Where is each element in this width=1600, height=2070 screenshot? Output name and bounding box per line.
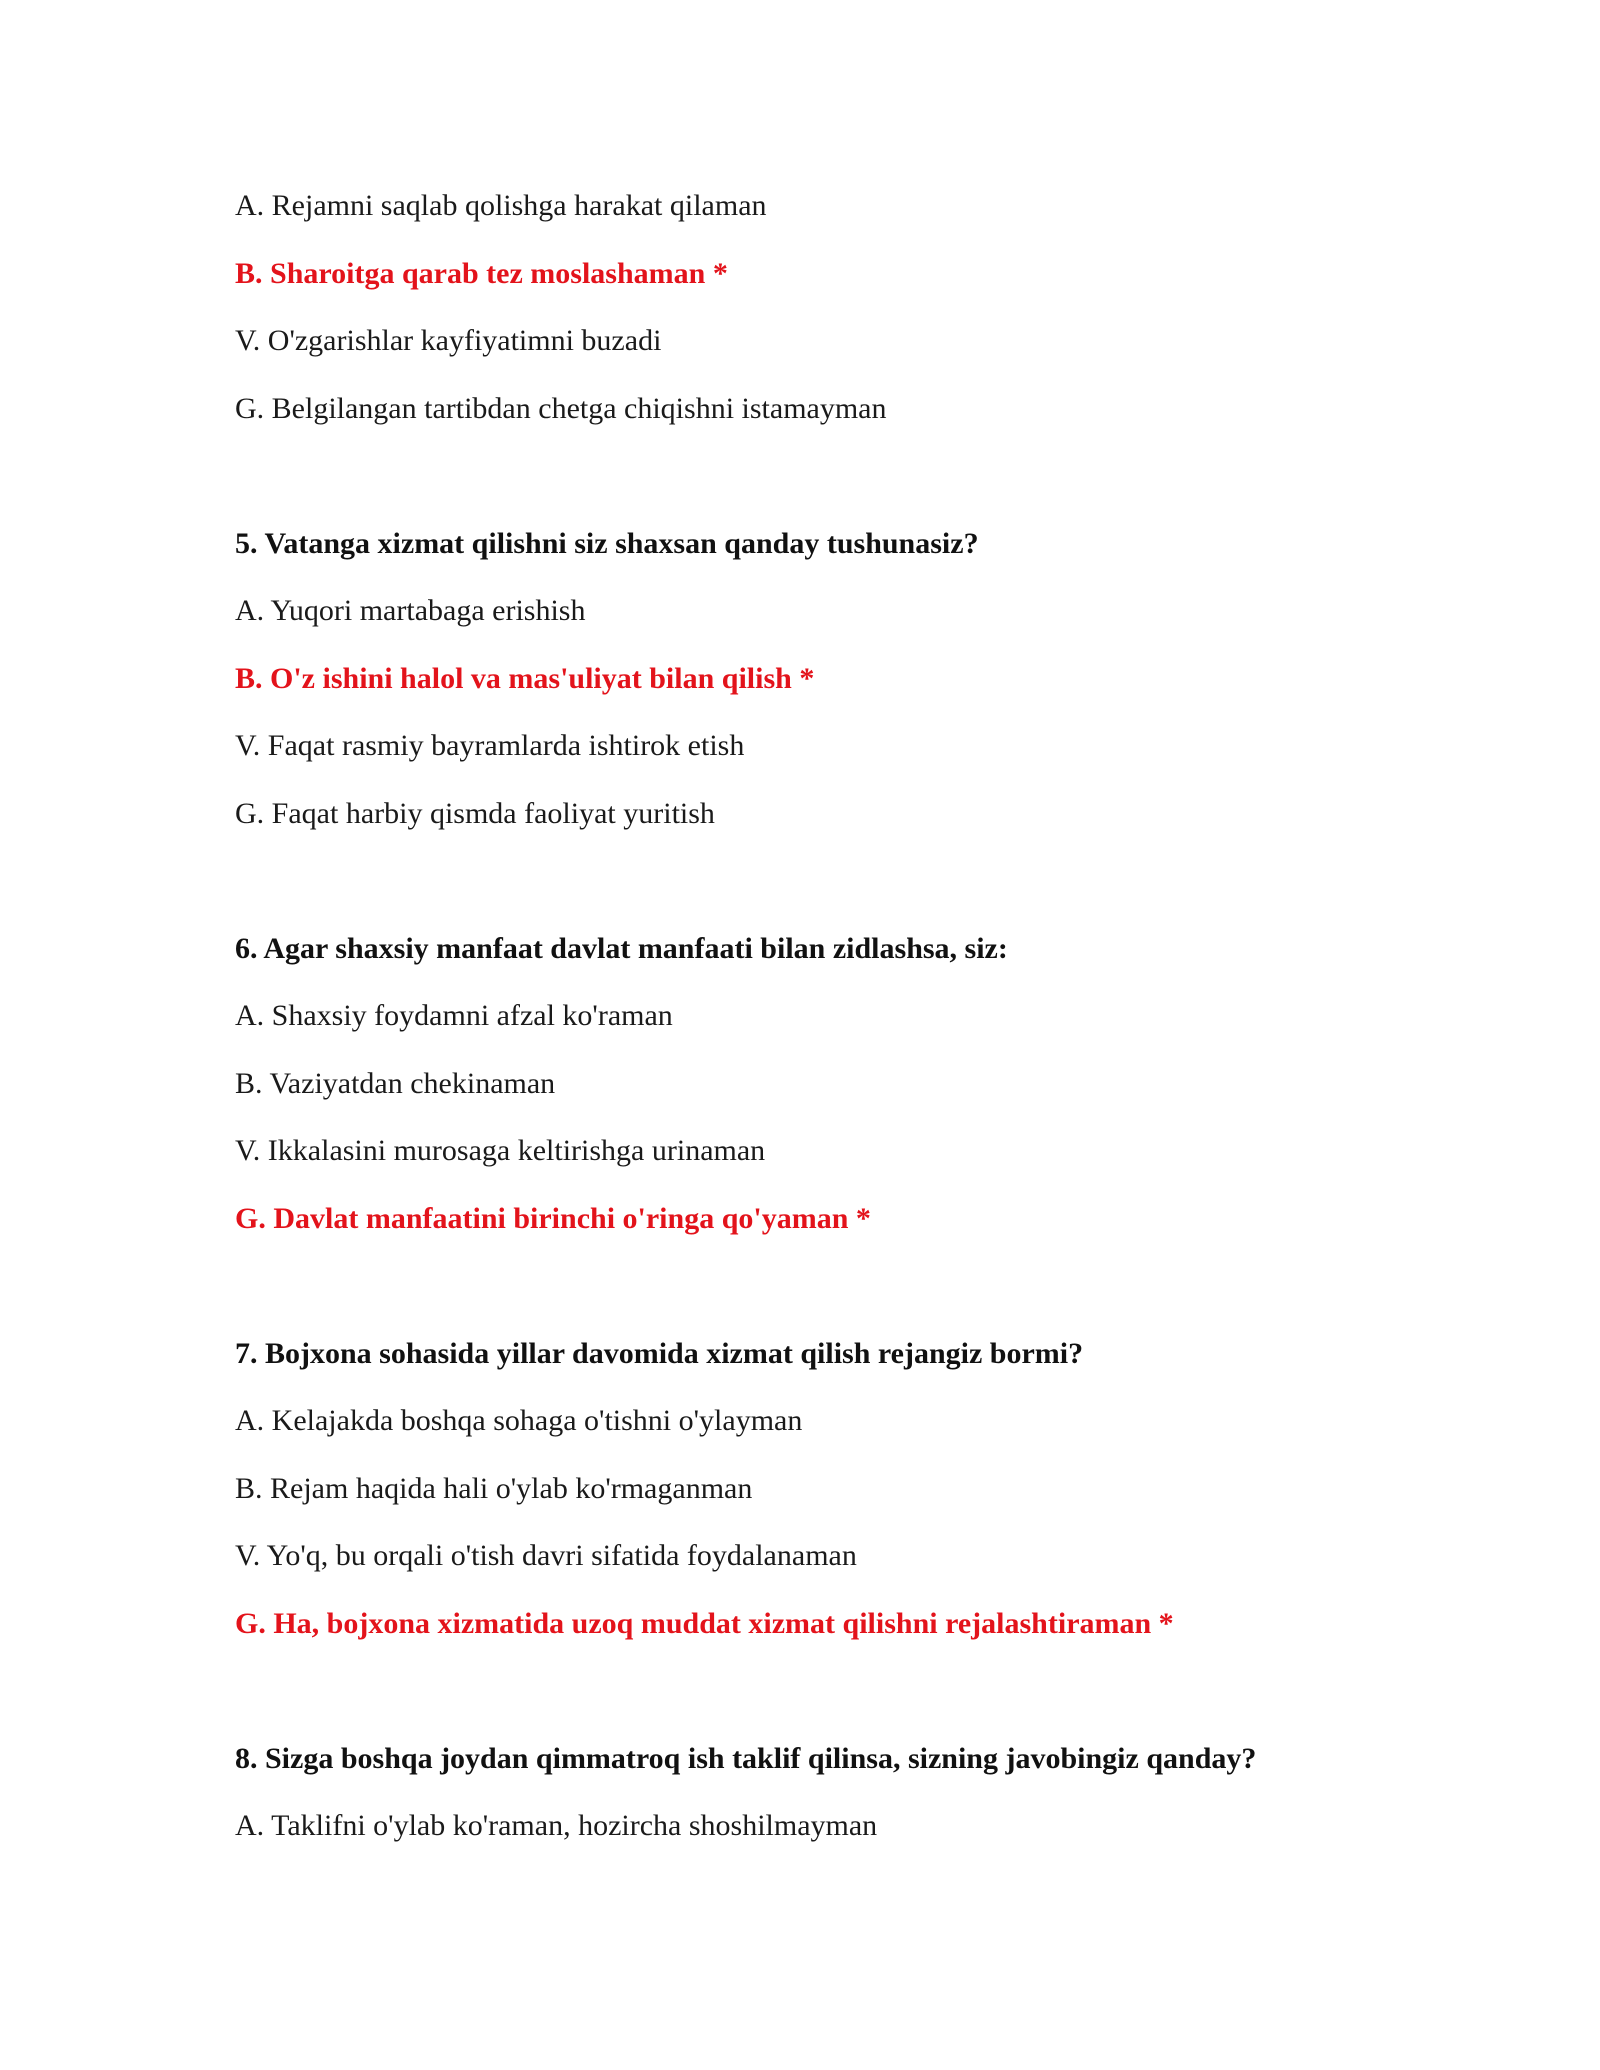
block-spacer (235, 454, 1435, 522)
option-line: V. Ikkalasini murosaga keltirishga urinaman (235, 1134, 766, 1167)
option-line: V. Yo'q, bu orqali o'tish davri sifatida foydalanaman (235, 1539, 857, 1572)
question-title: 8. Sizga boshqa joydan qimmatroq ish taklif qilinsa, sizning javobingiz qanday? (235, 1741, 1257, 1775)
option-line: V. O'zgarishlar kayfiyatimni buzadi (235, 324, 662, 357)
option-line: G. Belgilangan tartibdan chetga chiqishni istamayman (235, 391, 887, 425)
option-line: B. Rejam haqida hali o'ylab ko'rmaganman (235, 1471, 753, 1505)
correct-option-line: G. Ha, bojxona xizmatida uzoq muddat xizmat qilishni rejalashtiraman * (235, 1606, 1174, 1640)
quiz-content (235, 184, 1435, 1872)
correct-option-line: B. Sharoitga qarab tez moslashaman * (235, 256, 728, 290)
question-title: 6. Agar shaxsiy manfaat davlat manfaati bilan zidlashsa, siz: (235, 931, 1008, 965)
option-line: A. Rejamni saqlab qolishga harakat qilaman (235, 189, 767, 222)
question-title: 5. Vatanga xizmat qilishni siz shaxsan qanday tushunasiz? (235, 526, 979, 560)
block-spacer (235, 1264, 1435, 1332)
option-line: B. Vaziyatdan chekinaman (235, 1066, 556, 1100)
correct-option-line: B. O'z ishini halol va mas'uliyat bilan qilish * (235, 661, 815, 695)
correct-option-line: G. Davlat manfaatini birinchi o'ringa qo'yaman * (235, 1201, 871, 1235)
block-spacer (235, 1669, 1435, 1737)
option-line: A. Taklifni o'ylab ko'raman, hozircha shoshilmayman (235, 1809, 878, 1842)
block-spacer (235, 859, 1435, 927)
option-line: G. Faqat harbiy qismda faoliyat yuritish (235, 796, 715, 830)
question-title: 7. Bojxona sohasida yillar davomida xizmat qilish rejangiz bormi? (235, 1336, 1084, 1370)
option-line: A. Kelajakda boshqa sohaga o'tishni o'ylayman (235, 1404, 803, 1437)
option-line: A. Shaxsiy foydamni afzal ko'raman (235, 999, 673, 1032)
option-line: A. Yuqori martabaga erishish (235, 594, 586, 627)
option-line: V. Faqat rasmiy bayramlarda ishtirok etish (235, 729, 745, 762)
